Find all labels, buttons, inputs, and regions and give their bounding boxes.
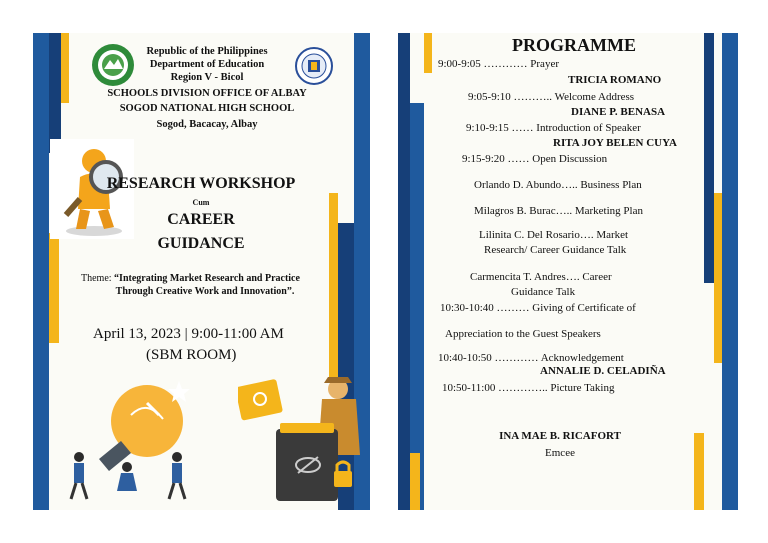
- item-time: 9:05-9:10: [468, 91, 511, 103]
- programme-item-prayer: [438, 58, 559, 71]
- stripe-yellow-left-top: [424, 33, 432, 73]
- stripe-blue-right: [722, 33, 738, 510]
- item-dots: …………..: [498, 382, 548, 394]
- emcee-name: INA MAE B. RICAFORT: [499, 430, 621, 442]
- programme-person-welcome: DIANE P. BENASA: [571, 106, 666, 118]
- lightbulb-team-illustration: [51, 359, 211, 505]
- event-datetime: [93, 326, 284, 343]
- item-time: 10:50-11:00: [442, 382, 496, 394]
- item-dots: ……: [511, 122, 534, 134]
- stripe-blue-left: [33, 33, 49, 510]
- event-title-cum: Cum: [192, 198, 210, 207]
- programme-person-introduction: RITA JOY BELEN CUYA: [553, 137, 677, 149]
- item-time: 9:15-9:20: [462, 153, 505, 165]
- stripe-navy-left: [398, 33, 410, 510]
- header-address: Sogod, Bacacay, Albay: [156, 119, 258, 130]
- item-time: 9:10-9:15: [466, 122, 509, 134]
- theme-text-2: Through Creative Work and Innovation”.: [115, 286, 295, 297]
- header-region: Region V - Bicol: [170, 72, 244, 83]
- speaker-andres: Carmencita T. Andres…. Career: [470, 271, 612, 283]
- event-date: April 13, 2023: [93, 326, 181, 342]
- programme-person-acknowledgement: ANNALIE D. CELADIÑA: [540, 365, 666, 377]
- programme-item-discussion: [462, 153, 607, 166]
- programme-item-acknowledgement: [438, 352, 624, 365]
- event-time: 9:00-11:00 AM: [191, 326, 284, 342]
- stripe-yellow-right: [714, 193, 722, 363]
- division-seal-logo: [91, 43, 135, 87]
- item-time: 10:30-10:40: [440, 302, 494, 314]
- item-activity: Prayer: [530, 58, 559, 70]
- item-dots: ……: [507, 153, 530, 165]
- event-subtitle-career: CAREER: [167, 211, 235, 228]
- programme-item-introduction: [466, 122, 641, 135]
- stripe-yellow-top: [61, 33, 69, 103]
- detective-folder-illustration: [238, 375, 366, 505]
- deped-seal-logo: [295, 47, 333, 85]
- stripe-blue-left-inner: [410, 103, 424, 510]
- invitation-panel: [33, 33, 370, 510]
- item-activity: Introduction of Speaker: [536, 122, 641, 134]
- speaker-del-rosario-topic: Research/ Career Guidance Talk: [484, 244, 627, 256]
- stripe-yellow-left-bottom: [410, 453, 420, 510]
- header-division: SCHOOLS DIVISION OFFICE OF ALBAY: [107, 88, 307, 99]
- header-school: SOGOD NATIONAL HIGH SCHOOL: [119, 103, 295, 114]
- header-republic: Republic of the Philippines: [146, 46, 268, 57]
- item-activity: Picture Taking: [550, 382, 615, 394]
- theme-text-1: “Integrating Market Research and Practice: [114, 273, 300, 284]
- programme-person-prayer: TRICIA ROMANO: [568, 74, 662, 86]
- event-title: RESEARCH WORKSHOP: [106, 175, 296, 192]
- item-activity: Acknowledgement: [540, 352, 624, 364]
- speaker-del-rosario: Lilinita C. Del Rosario…. Market: [479, 229, 629, 241]
- stripe-yellow-right: [329, 193, 338, 383]
- datetime-divider: |: [184, 326, 188, 342]
- theme-line-1: [81, 273, 300, 284]
- item-dots: …………: [483, 58, 528, 70]
- emcee-role: Emcee: [545, 447, 575, 459]
- speaker-abundo: Orlando D. Abundo….. Business Plan: [474, 179, 642, 191]
- programme-panel: [398, 33, 738, 510]
- theme-label: Theme:: [81, 273, 112, 284]
- item-activity: Open Discussion: [532, 153, 608, 165]
- programme-certificate-line-2: Appreciation to the Guest Speakers: [445, 328, 601, 340]
- item-activity: Giving of Certificate of: [532, 302, 636, 314]
- speaker-andres-topic: Guidance Talk: [511, 286, 576, 298]
- stripe-yellow-left: [49, 233, 59, 343]
- stripe-yellow-right-bottom: [694, 433, 704, 510]
- item-dots: ………: [496, 302, 530, 314]
- item-dots: …………: [494, 352, 539, 364]
- programme-title: PROGRAMME: [512, 35, 636, 55]
- stripe-navy-top-left: [49, 33, 61, 153]
- event-venue: (SBM ROOM): [146, 347, 237, 363]
- item-time: 9:00-9:05: [438, 58, 481, 70]
- header-department: Department of Education: [149, 59, 265, 70]
- programme-item-picture: [442, 382, 614, 395]
- programme-item-welcome: [468, 91, 634, 104]
- event-subtitle-guidance: GUIDANCE: [157, 235, 245, 252]
- item-dots: ………..: [513, 91, 553, 103]
- speaker-burac: Milagros B. Burac….. Marketing Plan: [474, 205, 643, 217]
- item-time: 10:40-10:50: [438, 352, 492, 364]
- item-activity: Welcome Address: [554, 91, 635, 103]
- programme-item-certificate: [440, 302, 636, 315]
- stripe-navy-right: [704, 33, 714, 283]
